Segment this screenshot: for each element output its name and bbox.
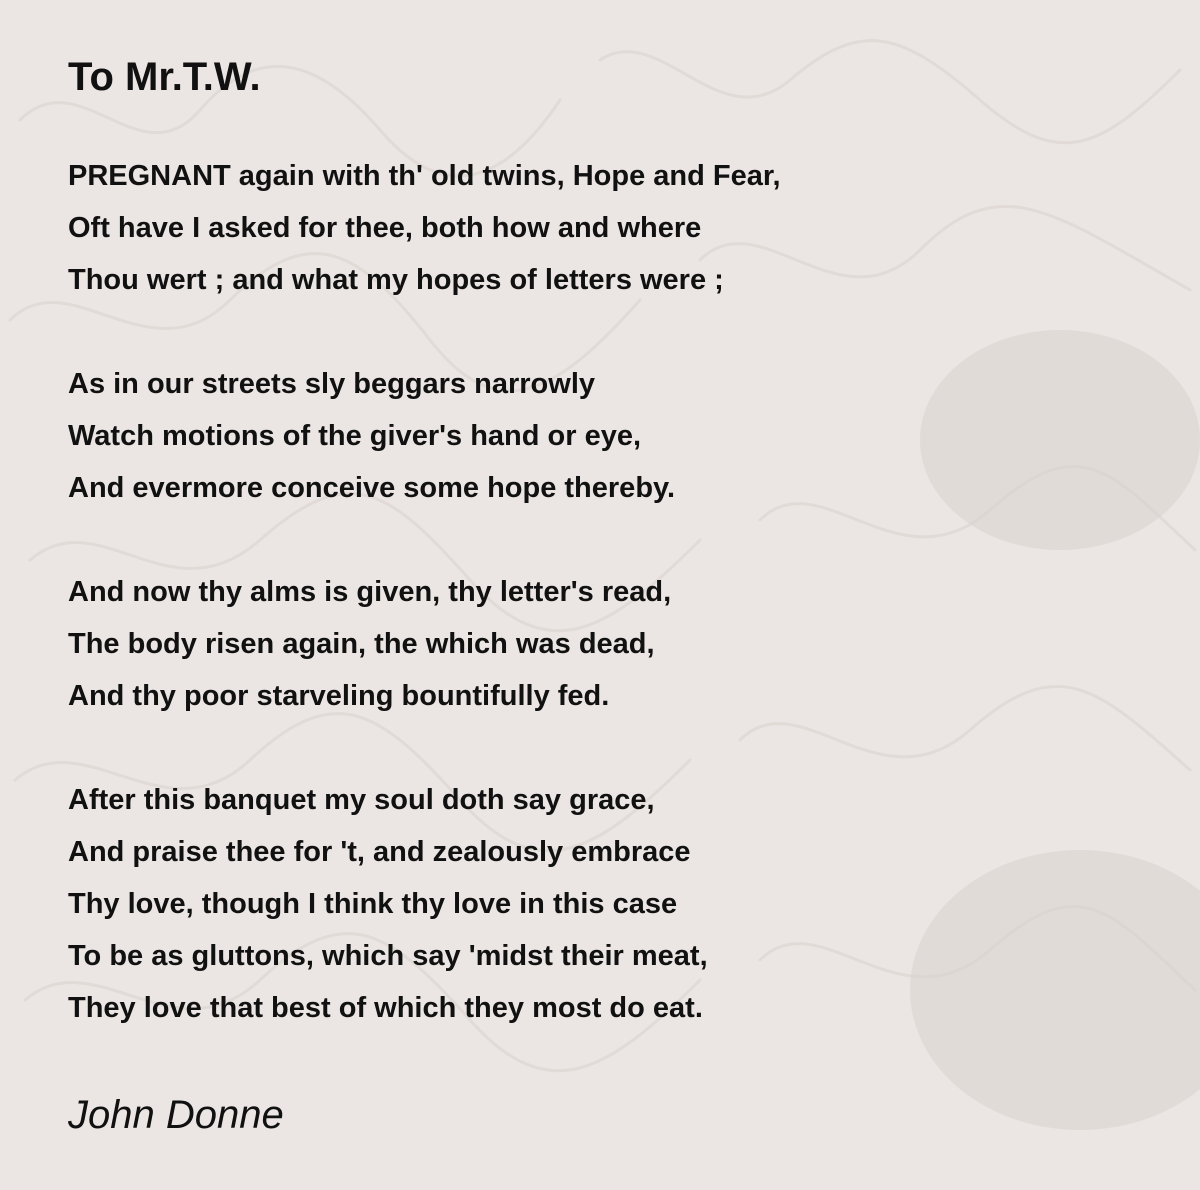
poem-line: And thy poor starveling bountifully fed. <box>68 680 610 712</box>
poem-line: Oft have I asked for thee, both how and where <box>68 212 702 244</box>
poem-line: And praise thee for 't, and zealously embrace <box>68 836 691 868</box>
poem-body <box>68 150 1068 1086</box>
poem-stanza <box>68 358 1068 514</box>
poem-line: After this banquet my soul doth say grace, <box>68 784 655 816</box>
poem-author: John Donne <box>68 1093 284 1137</box>
poem-line: PREGNANT again with th' old twins, Hope and Fear, <box>68 160 781 192</box>
poem-stanza <box>68 566 1068 722</box>
poem-line: Watch motions of the giver's hand or eye, <box>68 420 642 452</box>
poem-stanza <box>68 150 1068 306</box>
poem-line: They love that best of which they most do eat. <box>68 992 703 1024</box>
poem-line: Thy love, though I think thy love in this case <box>68 888 678 920</box>
poem-line: The body risen again, the which was dead, <box>68 628 655 660</box>
poem-stanza <box>68 774 1068 1034</box>
poem-line: To be as gluttons, which say 'midst their meat, <box>68 940 708 972</box>
poem-title: To Mr.T.W. <box>68 55 261 99</box>
poem-line: And now thy alms is given, thy letter's read, <box>68 576 672 608</box>
poem-line: Thou wert ; and what my hopes of letters were ; <box>68 264 724 296</box>
poem-line: As in our streets sly beggars narrowly <box>68 368 596 400</box>
poem-line: And evermore conceive some hope thereby. <box>68 472 676 504</box>
